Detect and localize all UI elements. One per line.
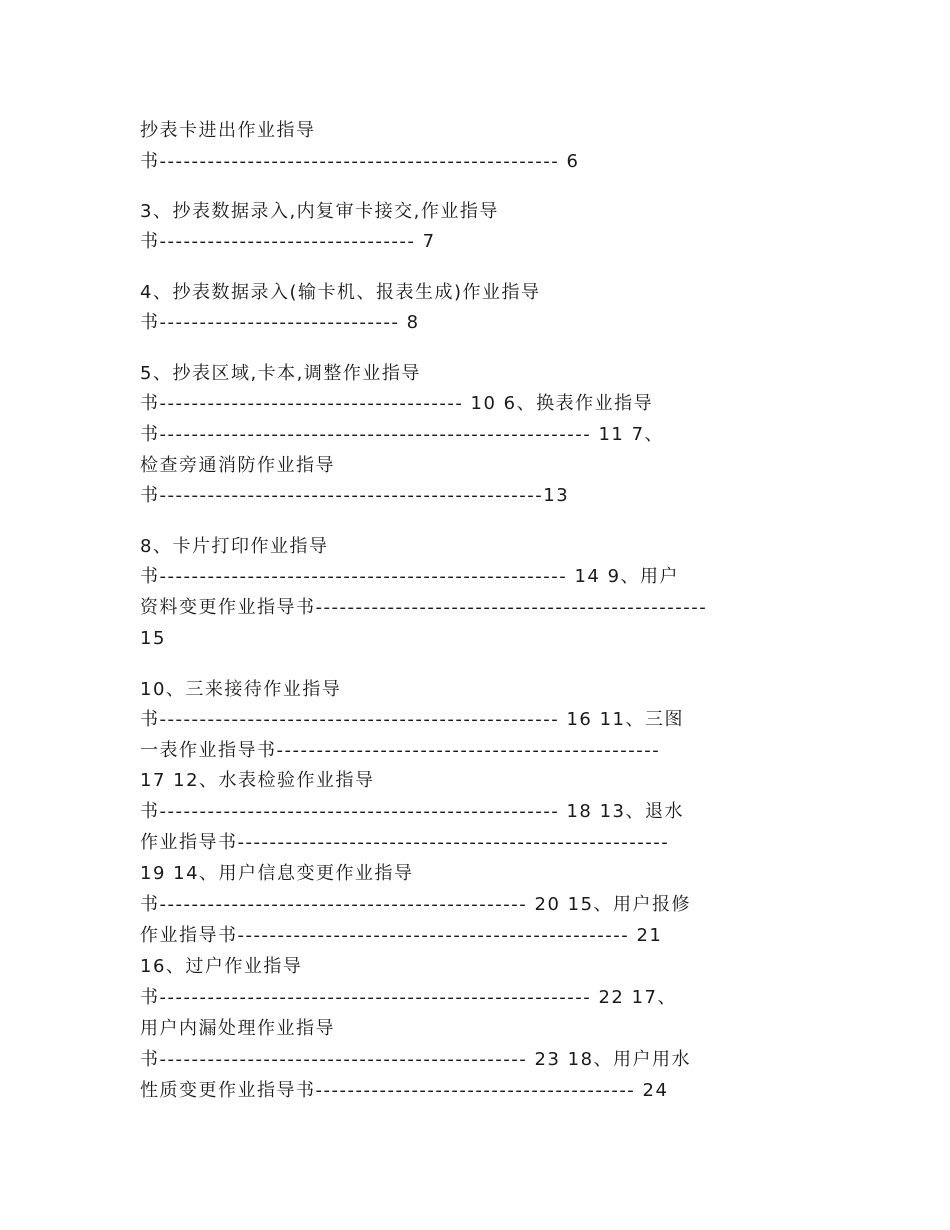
toc-line: 8、卡片打印作业指导 [140, 536, 329, 557]
toc-line: 4、抄表数据录入(输卡机、报表生成)作业指导 [140, 282, 541, 303]
toc-line: 书-------------------------------------------------- 16 11、三图 [140, 709, 685, 730]
toc-line: 书-------------------------------------------------- 18 13、退水 [140, 801, 685, 822]
toc-line: 检查旁通消防作业指导 [140, 455, 335, 476]
toc-line: 17 12、水表检验作业指导 [140, 770, 375, 791]
toc-line: 书------------------------------------------------13 [140, 485, 570, 506]
toc-line: 书-------------------------------- 7 [140, 231, 436, 252]
toc-line: 16、过户作业指导 [140, 956, 303, 977]
toc-line: 15 [140, 628, 166, 649]
toc-line: 抄表卡进出作业指导 [140, 120, 316, 141]
toc-line: 书-------------------------------------------------- 6 [140, 151, 580, 172]
toc-line: 书---------------------------------------------- 20 15、用户报修 [140, 894, 692, 915]
toc-line: 19 14、用户信息变更作业指导 [140, 863, 414, 884]
toc-line: 书------------------------------ 8 [140, 312, 420, 333]
toc-line: 作业指导书------------------------------------------------------ [140, 832, 670, 853]
toc-line: 书-------------------------------------- 10 6、换表作业指导 [140, 393, 654, 414]
toc-line: 3、抄表数据录入,内复审卡接交,作业指导 [140, 201, 499, 222]
toc-line: 资料变更作业指导书------------------------------------------------- [140, 597, 708, 618]
toc-line: 书--------------------------------------------------- 14 9、用户 [140, 566, 680, 587]
toc-line: 用户内漏处理作业指导 [140, 1018, 335, 1039]
toc-line: 书------------------------------------------------------ 22 17、 [140, 987, 677, 1008]
toc-line: 10、三来接待作业指导 [140, 679, 342, 700]
toc-line: 一表作业指导书------------------------------------------------ [140, 740, 661, 761]
toc-line: 作业指导书------------------------------------------------- 21 [140, 925, 663, 946]
toc-line: 性质变更作业指导书---------------------------------------- 24 [140, 1080, 669, 1101]
toc-line: 书---------------------------------------------- 23 18、用户用水 [140, 1049, 692, 1070]
toc-line: 5、抄表区域,卡本,调整作业指导 [140, 363, 421, 384]
toc-line: 书------------------------------------------------------ 11 7、 [140, 424, 665, 445]
